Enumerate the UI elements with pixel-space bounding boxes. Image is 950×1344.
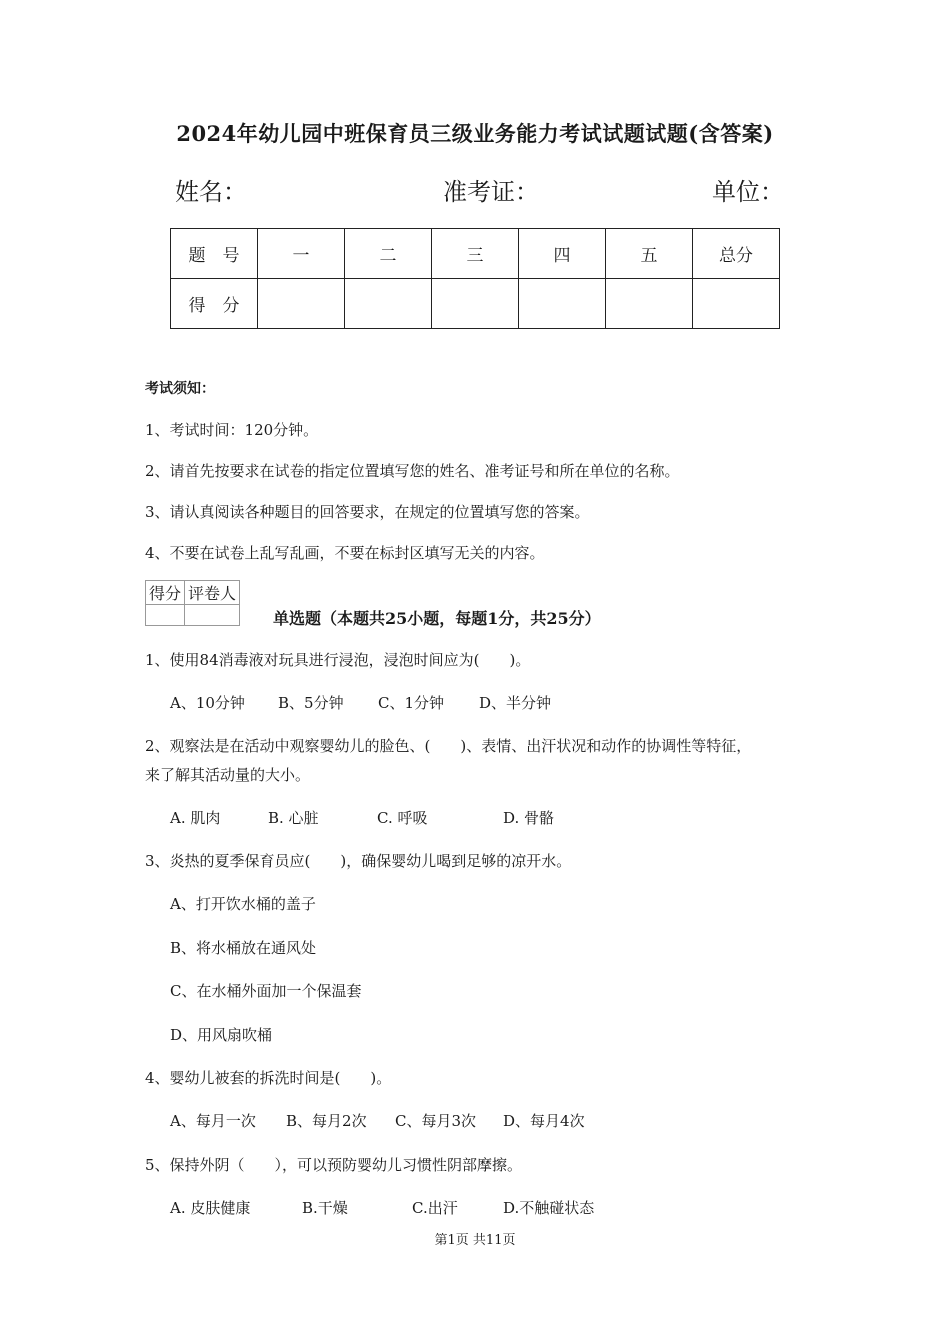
option: C、每月3次 [395, 1112, 477, 1130]
notice-heading: 考试须知： [145, 381, 215, 397]
grader-score-cell[interactable] [146, 605, 185, 626]
grader-score-label: 得分 [146, 581, 185, 605]
notice-item: 1、考试时间：120分钟。 [145, 421, 319, 439]
option: B.干燥 [302, 1199, 348, 1217]
score-cell[interactable] [432, 279, 519, 329]
options-row [170, 1110, 585, 1131]
score-header-cell: 三 [432, 229, 519, 279]
option: C、1分钟 [378, 694, 445, 712]
option: C.出汗 [412, 1199, 458, 1217]
score-cell[interactable] [258, 279, 345, 329]
score-cell[interactable] [693, 279, 780, 329]
option: A、10分钟 [170, 694, 245, 712]
option: D、用风扇吹桶 [170, 1026, 273, 1044]
option: A、每月一次 [170, 1112, 256, 1130]
exam-number-field-label: 准考证： [443, 178, 539, 206]
notice-item: 4、不要在试卷上乱写乱画，不要在标封区填写无关的内容。 [145, 544, 545, 562]
page-footer: 第1页 共11页 [434, 1233, 516, 1248]
question-text: 1、使用84消毒液对玩具进行浸泡，浸泡时间应为( )。 [145, 651, 531, 669]
grader-box [145, 580, 240, 626]
score-cell[interactable] [345, 279, 432, 329]
option: B. 心脏 [268, 809, 319, 827]
score-cell[interactable] [519, 279, 606, 329]
score-header-cell: 题 号 [171, 229, 258, 279]
notice-item: 2、请首先按要求在试卷的指定位置填写您的姓名、准考证号和所在单位的名称。 [145, 462, 680, 480]
score-table [170, 228, 780, 329]
option: A、打开饮水桶的盖子 [170, 895, 316, 913]
name-field-label: 姓名： [175, 178, 247, 206]
notice-item: 3、请认真阅读各种题目的回答要求，在规定的位置填写您的答案。 [145, 503, 590, 521]
options-row [170, 807, 554, 828]
option: B、每月2次 [286, 1112, 367, 1130]
unit-field-label: 单位： [712, 178, 784, 206]
option: D、半分钟 [479, 694, 552, 712]
score-row-label: 得 分 [171, 279, 258, 329]
options-row [170, 692, 551, 713]
option: C. 呼吸 [377, 809, 428, 827]
score-header-cell: 一 [258, 229, 345, 279]
question-text: 2、观察法是在活动中观察婴幼儿的脸色、( )、表情、出汗状况和动作的协调性等特征， [145, 737, 752, 755]
grader-reviewer-cell[interactable] [185, 605, 240, 626]
score-header-cell: 总分 [693, 229, 780, 279]
grader-reviewer-label: 评卷人 [185, 581, 240, 605]
option: B、将水桶放在通风处 [170, 939, 317, 957]
option: B、5分钟 [278, 694, 344, 712]
options-row [170, 1197, 594, 1218]
option: C、在水桶外面加一个保温套 [170, 982, 362, 1000]
score-header-cell: 二 [345, 229, 432, 279]
option: A. 肌肉 [170, 809, 221, 827]
option: D. 骨骼 [503, 809, 555, 827]
score-header-cell: 四 [519, 229, 606, 279]
score-header-cell: 五 [606, 229, 693, 279]
question-text: 3、炎热的夏季保育员应( )，确保婴幼儿喝到足够的凉开水。 [145, 852, 572, 870]
option: A. 皮肤健康 [170, 1199, 251, 1217]
section-title: 单选题（本题共25小题，每题1分，共25分） [273, 609, 601, 628]
score-cell[interactable] [606, 279, 693, 329]
question-text-continued: 来了解其活动量的大小。 [145, 766, 311, 784]
page-title: 2024年幼儿园中班保育员三级业务能力考试试题试题(含答案) [176, 121, 774, 146]
score-table-score-row [171, 279, 780, 329]
option: D、每月4次 [503, 1112, 585, 1130]
option: D.不触碰状态 [503, 1199, 595, 1217]
question-text: 4、婴幼儿被套的拆洗时间是( )。 [145, 1069, 392, 1087]
question-text: 5、保持外阴（ ），可以预防婴幼儿习惯性阴部摩擦。 [145, 1156, 523, 1174]
score-table-header-row [171, 229, 780, 279]
